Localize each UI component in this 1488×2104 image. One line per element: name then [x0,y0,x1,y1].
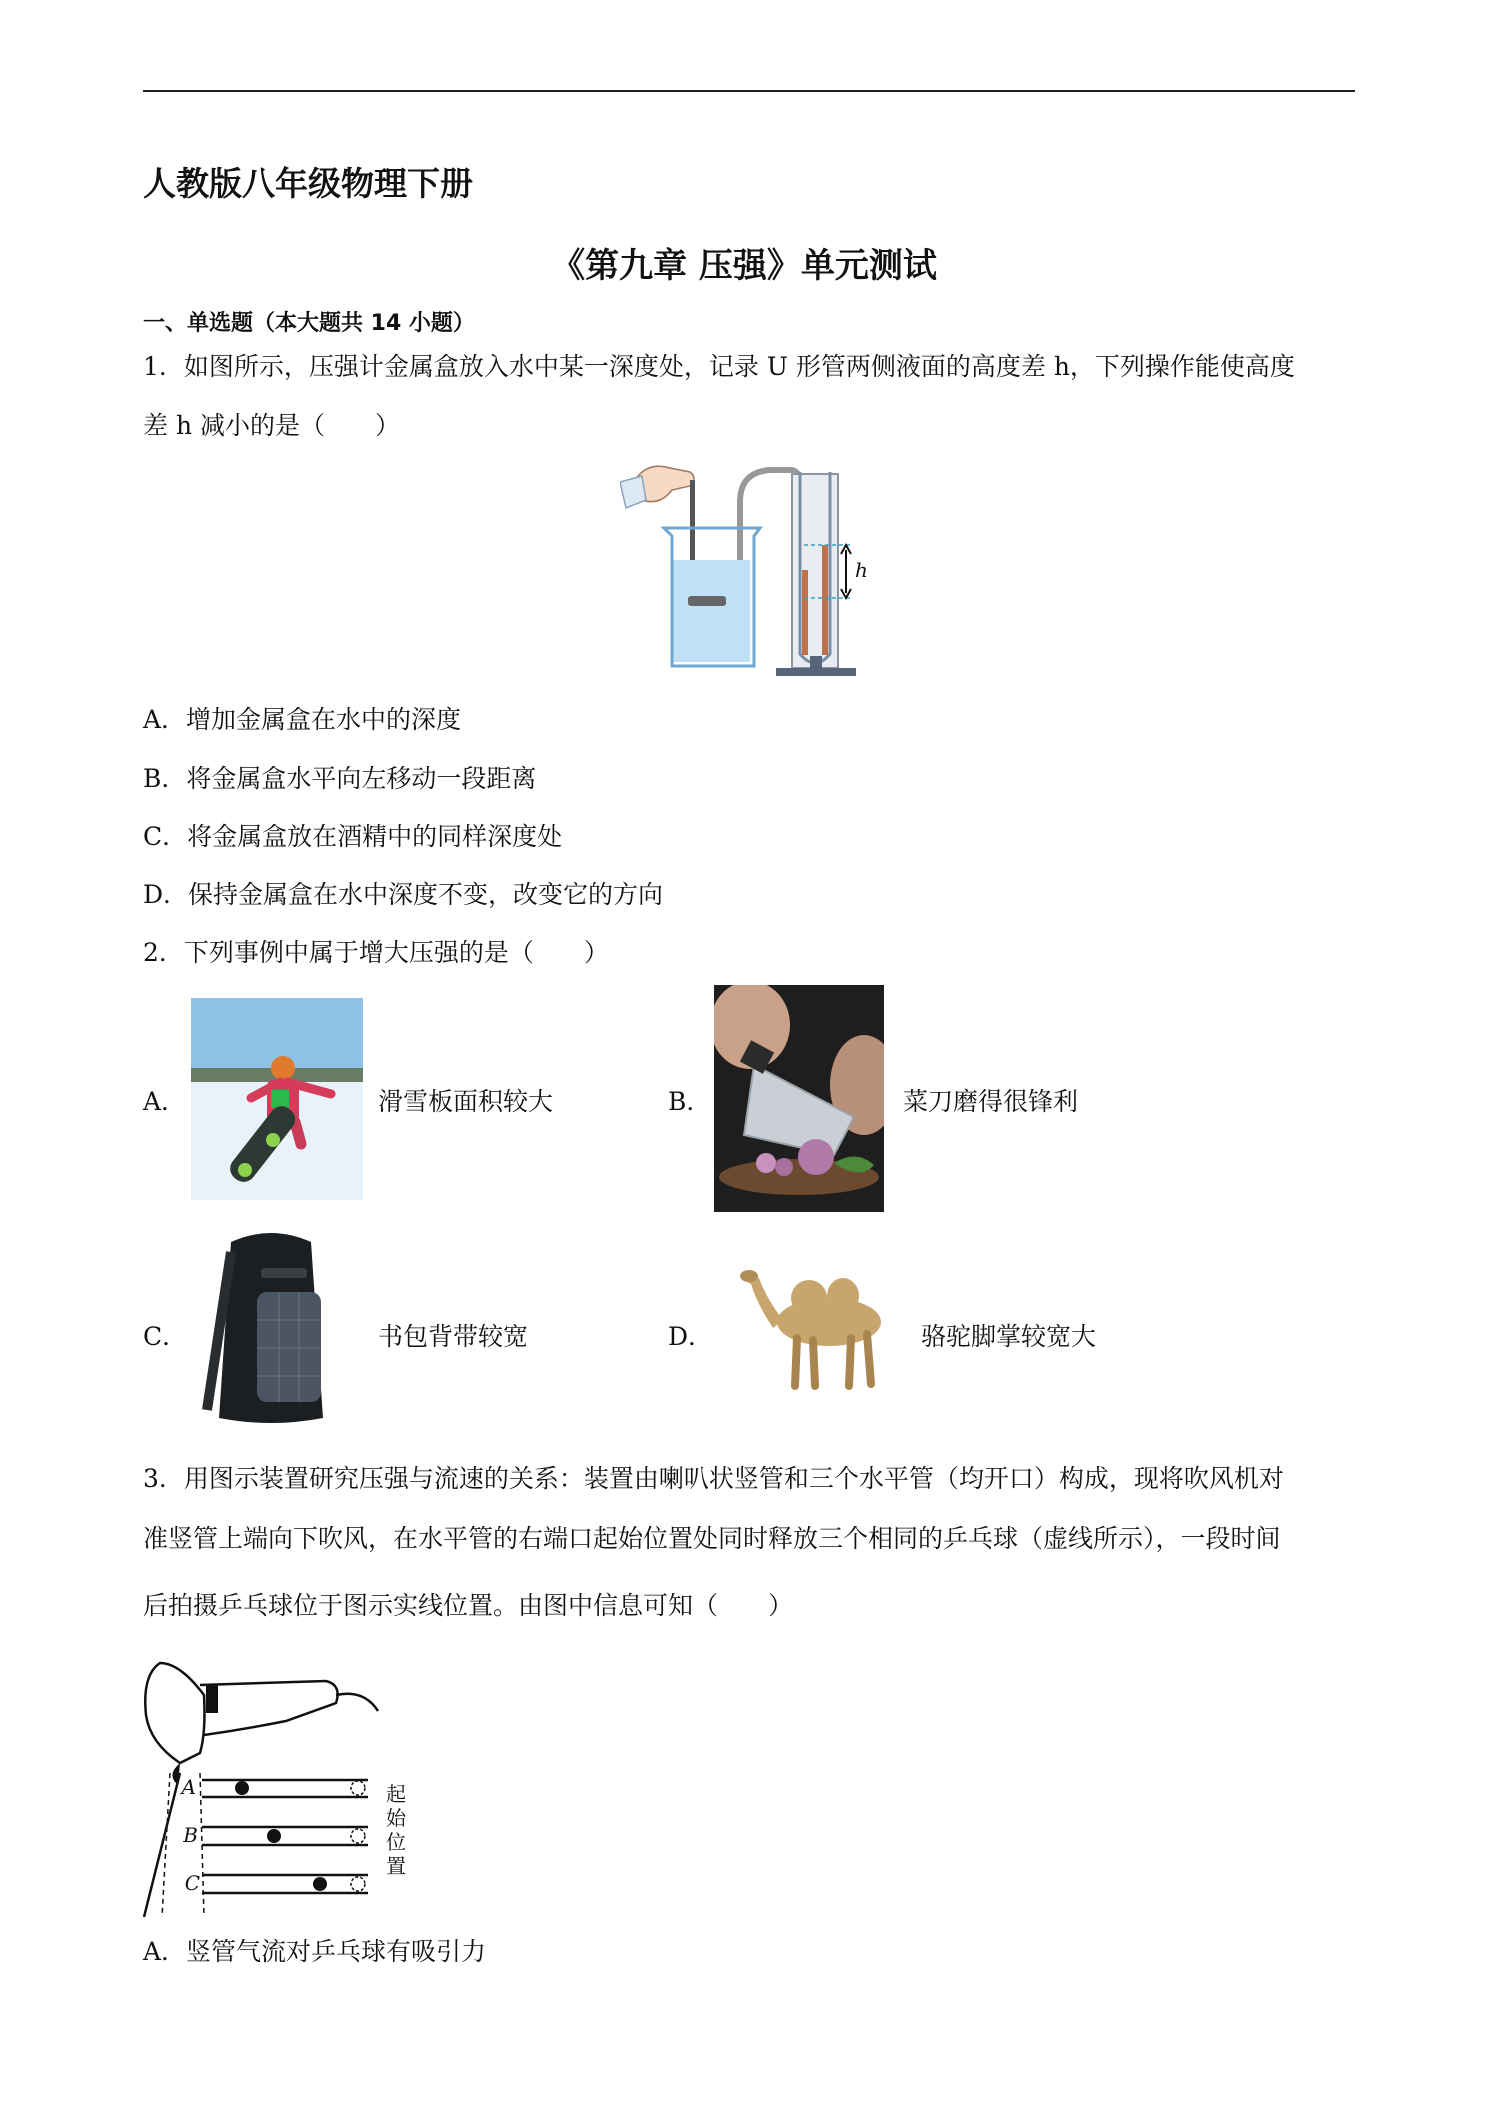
ball-b [267,1829,281,1843]
question-1-stem-line-2: 差 h 减小的是（ ） [143,411,400,440]
question-3-stem-line-2: 准竖管上端向下吹风，在水平管的右端口起始位置处同时释放三个相同的乒乓球（虚线所示），一段时间 [143,1524,1281,1553]
question-2-option-c-letter: C． [143,1322,188,1351]
start-position-label-2: 始 [386,1806,406,1830]
question-1-option-c: C．将金属盒放在酒精中的同样深度处 [143,822,563,851]
question-2-option-a-text: 滑雪板面积较大 [378,1087,554,1116]
backpack-image [191,1228,351,1428]
cleaver-image [714,985,884,1212]
textbook-series: 人教版八年级物理下册 [143,164,473,203]
start-position-label-4: 置 [386,1854,406,1878]
vertical-tube [144,1773,180,1917]
beaker-water [672,560,750,662]
question-2-stem: 2．下列事例中属于增大压强的是（ ） [143,938,609,967]
ball-a [235,1781,249,1795]
question-3-stem-line-1: 3．用图示装置研究压强与流速的关系：装置由喇叭状竖管和三个水平管（均开口）构成，现将吹风机对 [143,1464,1284,1493]
snowboarder-image [191,998,363,1200]
page-title: 《第九章 压强》单元测试 [551,246,937,286]
question-2-option-b-text: 菜刀磨得很锋利 [903,1087,1079,1116]
section-heading: 一、单选题（本大题共 14 小题） [143,311,475,336]
right-liquid-column [822,545,828,655]
start-position-label-1: 起 [386,1782,406,1806]
tube-label-c: C [184,1871,200,1895]
question-3-option-a: A．竖管气流对乒乓球有吸引力 [143,1937,487,1966]
question-1-option-b: B．将金属盒水平向左移动一段距离 [143,764,537,793]
question-1-option-a: A．增加金属盒在水中的深度 [143,705,462,734]
ball-c [313,1877,327,1891]
camel-image [733,1262,893,1392]
header-rule [143,90,1355,92]
height-difference-label: h [855,558,868,582]
question-2-option-c-text: 书包背带较宽 [378,1322,529,1351]
left-liquid-column [802,570,808,655]
question-2-option-d-letter: D． [668,1322,714,1351]
start-position-label-3: 位 [386,1830,406,1854]
question-3-stem-line-3: 后拍摄乒乓球位于图示实线位置。由图中信息可知（ ） [143,1591,794,1620]
question-2-option-d-text: 骆驼脚掌较宽大 [921,1322,1097,1351]
airflow-apparatus-figure [140,1645,420,1920]
metal-box [688,596,726,606]
hair-dryer [145,1663,204,1763]
tube-label-b: B [183,1823,198,1847]
question-1-stem-line-1: 1．如图所示，压强计金属盒放入水中某一深度处，记录 U 形管两侧液面的高度差 h，下列操作能使高度 [143,352,1295,381]
tube-label-a: A [181,1775,196,1799]
question-2-option-a-letter: A． [143,1087,187,1116]
question-2-option-b-letter: B． [668,1087,712,1116]
pressure-gauge-figure [620,460,860,685]
question-1-option-d: D．保持金属盒在水中深度不变，改变它的方向 [143,880,664,909]
